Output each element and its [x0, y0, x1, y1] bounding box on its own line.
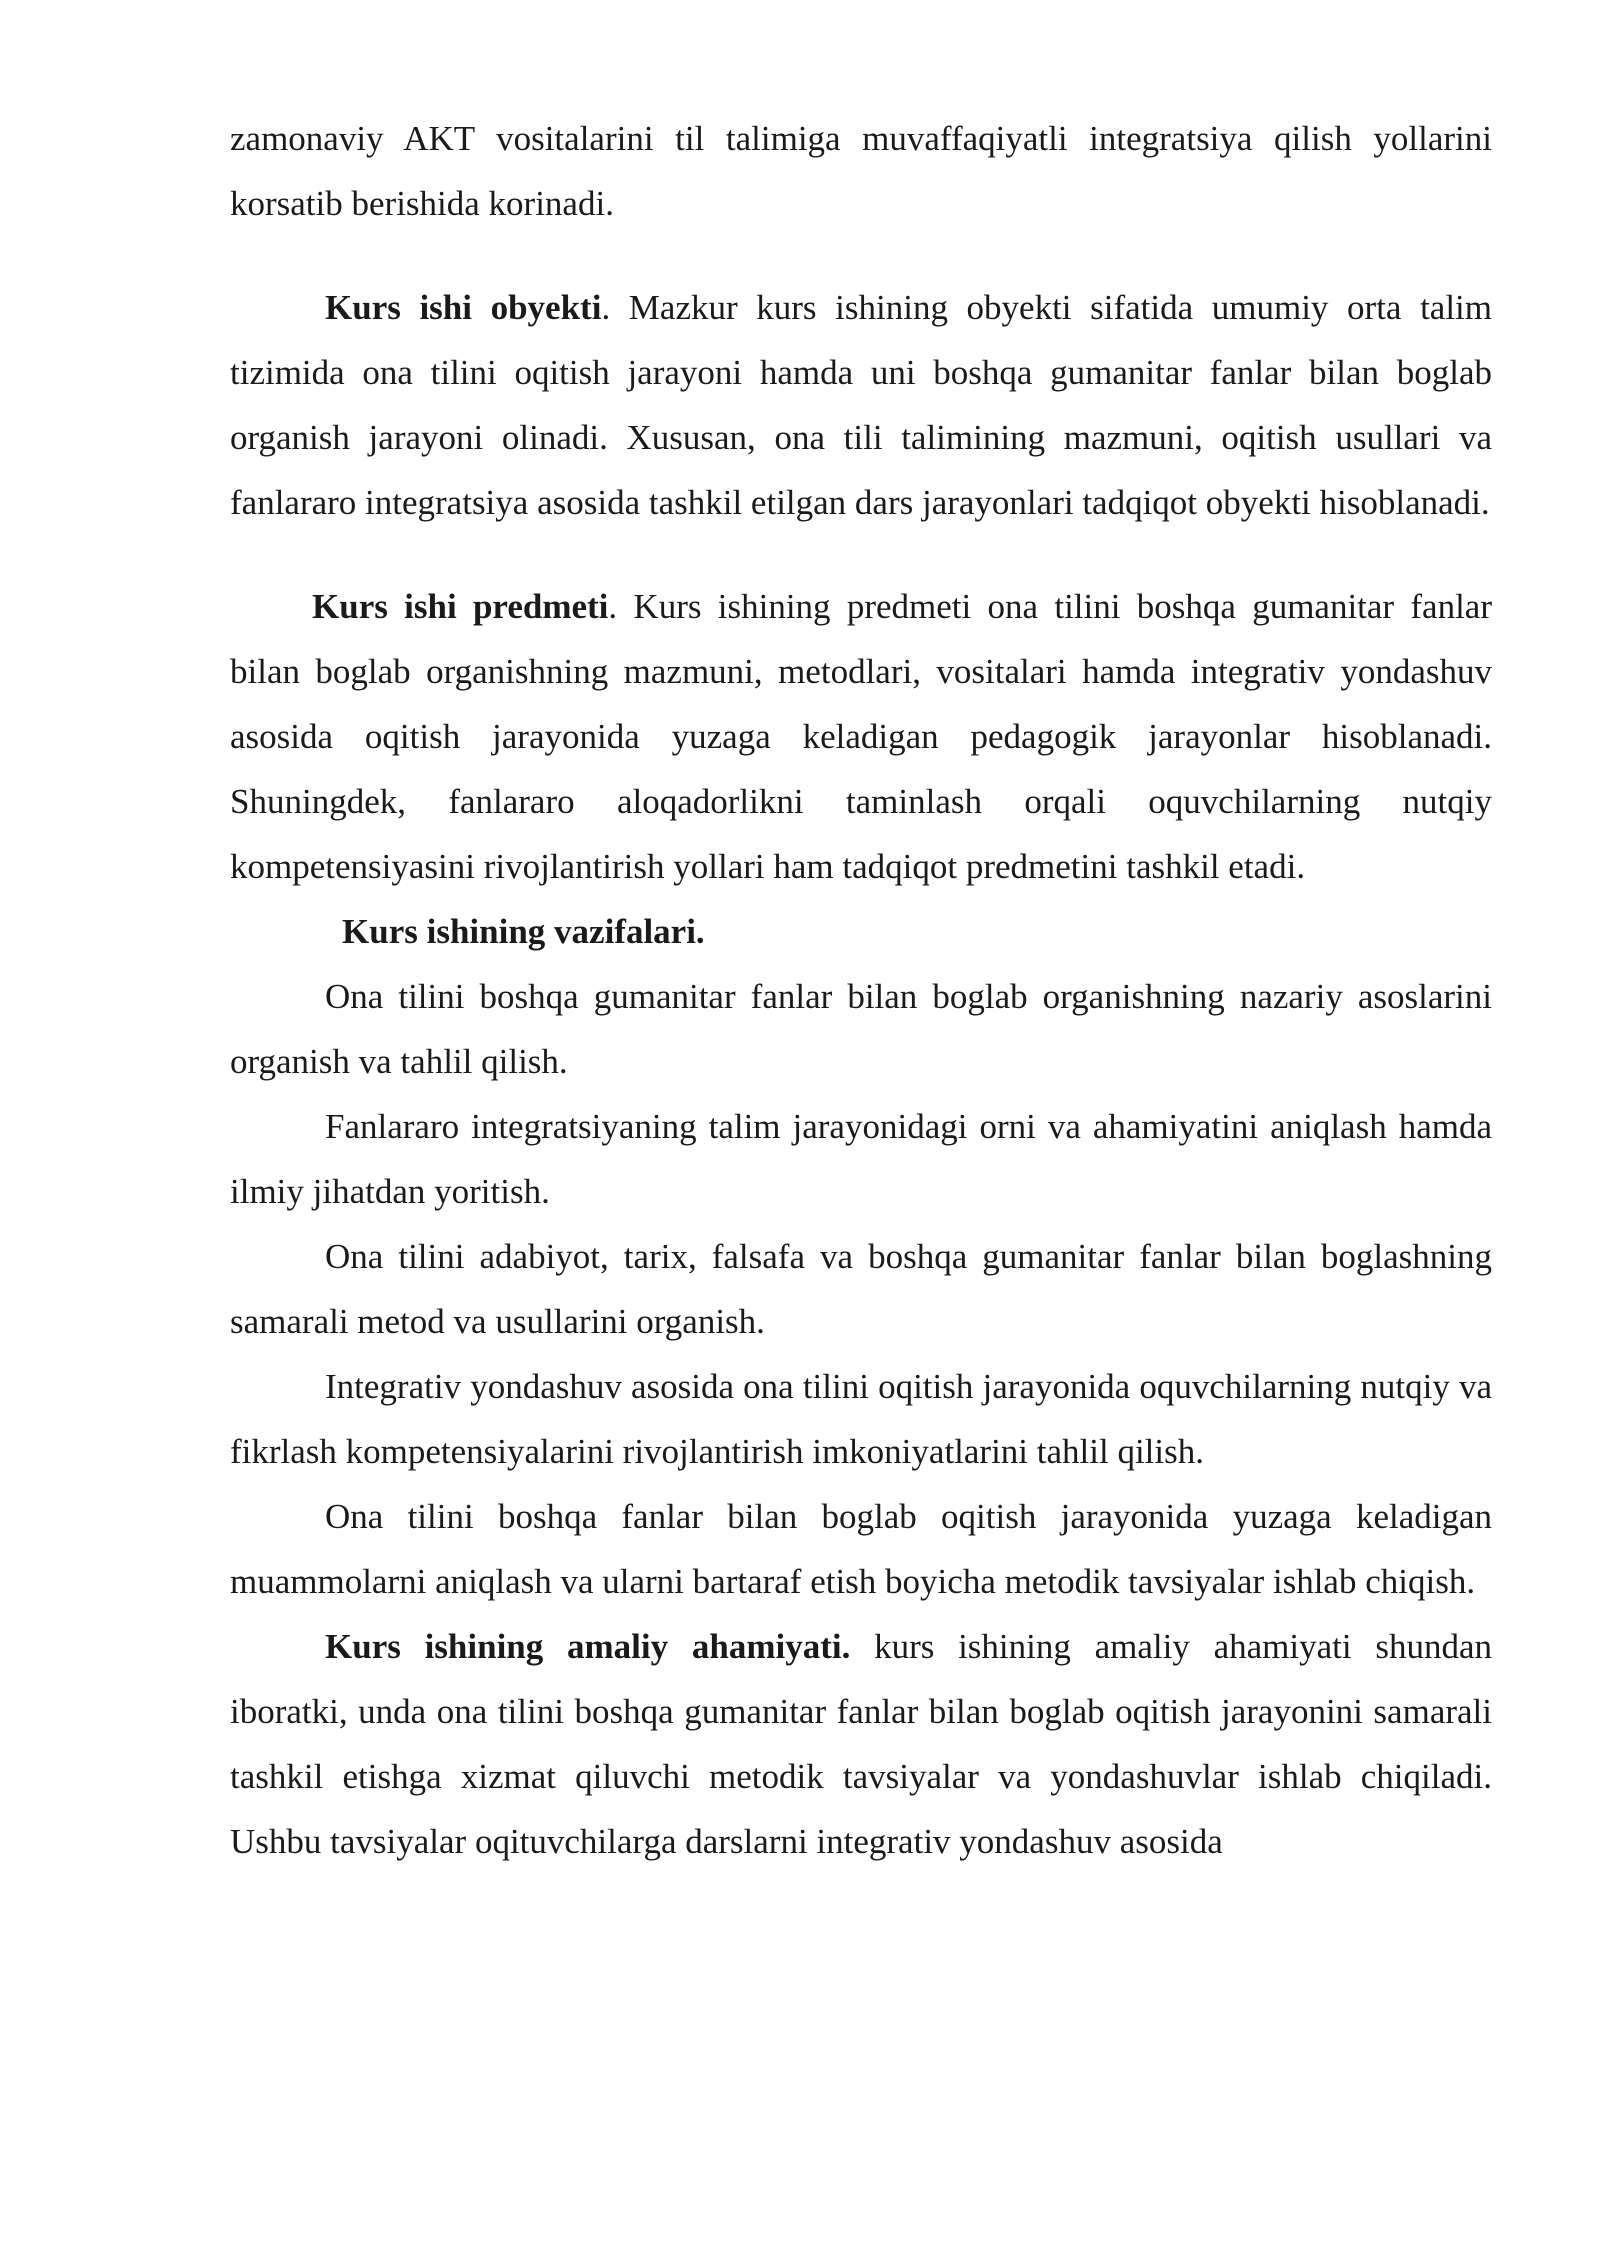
vazifa-item: Fanlararo integratsiyaning talim jarayonidagi orni va ahamiyatini aniqlash hamda ilmiy jihatdan yoritish. — [230, 1107, 1492, 1211]
amaliy-text: kurs ishining amaliy ahamiyati shundan iboratki, unda ona tilini boshqa gumanitar fanlar bilan boglab oqitish jarayonini samarali tashkil etishga xizmat qiluvchi metodik tavsiyalar va yondashuvlar ishlab chiqiladi. Ushbu tavsiyalar oqituvchilarga darslarni integrativ yondashuv asosida — [230, 1627, 1492, 1861]
intro-paragraph: zamonaviy AKT vositalarini til talimiga muvaffaqiyatli integratsiya qilish yollarini korsatib berishida korinadi. — [230, 119, 1492, 223]
vazifa-item: Integrativ yondashuv asosida ona tilini oqitish jarayonida oquvchilarning nutqiy va fikrlash kompetensiyalarini rivojlantirish imkoniyatlarini tahlil qilish. — [230, 1367, 1492, 1471]
obyekt-paragraph — [230, 275, 1492, 535]
amaliy-label: Kurs ishining amaliy ahamiyati. — [325, 1627, 851, 1666]
predmet-paragraph — [230, 574, 1492, 899]
predmet-text: . Kurs ishining predmeti ona tilini boshqa gumanitar fanlar bilan boglab organishning mazmuni, metodlari, vositalari hamda integrativ yondashuv asosida oqitish jarayonida yuzaga keladigan pedagogik jarayonlar hisoblanadi. Shuningdek, fanlararo aloqadorlikni taminlash orqali oquvchilarning nutqiy kompetensiyasini rivojlantirish yollari ham tadqiqot predmetini tashkil etadi. — [230, 587, 1492, 886]
amaliy-paragraph — [230, 1614, 1492, 1874]
obyekt-label: Kurs ishi obyekti — [325, 288, 602, 327]
obyekt-text: . Mazkur kurs ishining obyekti sifatida umumiy orta talim tizimida ona tilini oqitish jarayoni hamda uni boshqa gumanitar fanlar bilan boglab organish jarayoni olinadi. Xususan, ona tili talimining mazmuni, oqitish usullari va fanlararo integratsiya asosida tashkil etilgan dars jarayonlari tadqiqot obyekti hisoblanadi. — [230, 288, 1492, 522]
vazifa-item: Ona tilini boshqa gumanitar fanlar bilan boglab organishning nazariy asoslarini organish va tahlil qilish. — [230, 977, 1492, 1081]
vazifa-item: Ona tilini adabiyot, tarix, falsafa va boshqa gumanitar fanlar bilan boglashning samarali metod va usullarini organish. — [230, 1237, 1492, 1341]
document-body — [230, 106, 1492, 1874]
vazifalar-heading: Kurs ishining vazifalari. — [342, 912, 705, 951]
predmet-label: Kurs ishi predmeti — [312, 587, 609, 626]
vazifa-item: Ona tilini boshqa fanlar bilan boglab oqitish jarayonida yuzaga keladigan muammolarni aniqlash va ularni bartaraf etish boyicha metodik tavsiyalar ishlab chiqish. — [230, 1497, 1492, 1601]
